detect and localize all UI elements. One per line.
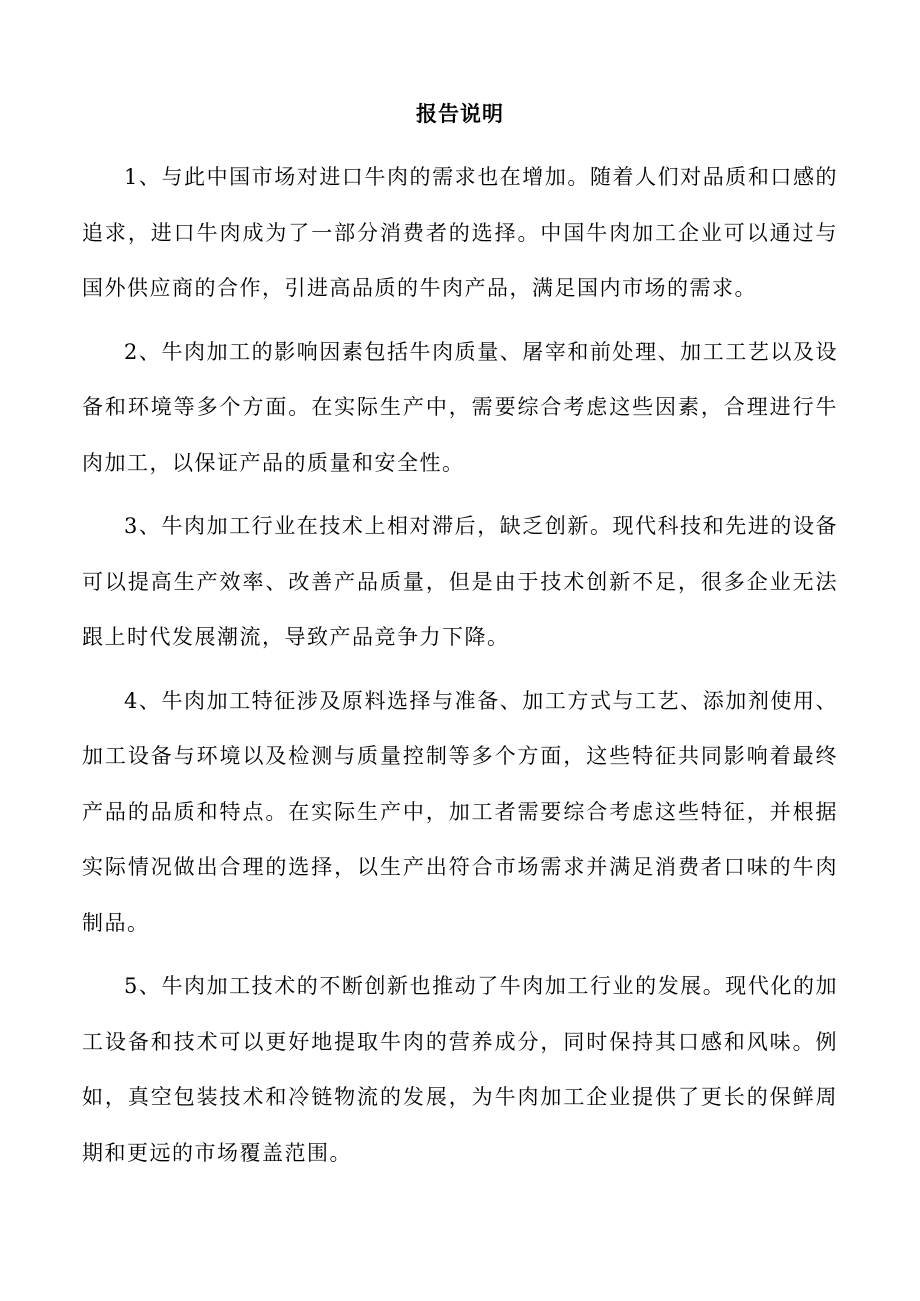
paragraph-1: 1、与此中国市场对进口牛肉的需求也在增加。随着人们对品质和口感的追求，进口牛肉成为了一部分消费者的选择。中国牛肉加工企业可以通过与国外供应商的合作，引进高品质的牛肉产品，满足国内市场的需求。 — [82, 165, 838, 300]
document-title: 报告说明 — [416, 101, 504, 126]
paragraph-2: 2、牛肉加工的影响因素包括牛肉质量、屠宰和前处理、加工工艺以及设备和环境等多个方面。在实际生产中，需要综合考虑这些因素，合理进行牛肉加工，以保证产品的质量和安全性。 — [82, 339, 838, 475]
paragraph-3: 3、牛肉加工行业在技术上相对滞后，缺乏创新。现代科技和先进的设备可以提高生产效率、改善产品质量，但是由于技术创新不足，很多企业无法跟上时代发展潮流，导致产品竞争力下降。 — [82, 514, 838, 649]
paragraph-5: 5、牛肉加工技术的不断创新也推动了牛肉加工行业的发展。现代化的加工设备和技术可以更好地提取牛肉的营养成分，同时保持其口感和风味。例如，真空包装技术和冷链物流的发展，为牛肉加工企业提供了更长的保鲜周期和更远的市场覆盖范围。 — [82, 974, 838, 1165]
paragraph-4: 4、牛肉加工特征涉及原料选择与准备、加工方式与工艺、添加剂使用、加工设备与环境以及检测与质量控制等多个方面，这些特征共同影响着最终产品的品质和特点。在实际生产中，加工者需要综合考虑这些特征，并根据实际情况做出合理的选择，以生产出符合市场需求并满足消费者口味的牛肉制品。 — [82, 688, 838, 935]
